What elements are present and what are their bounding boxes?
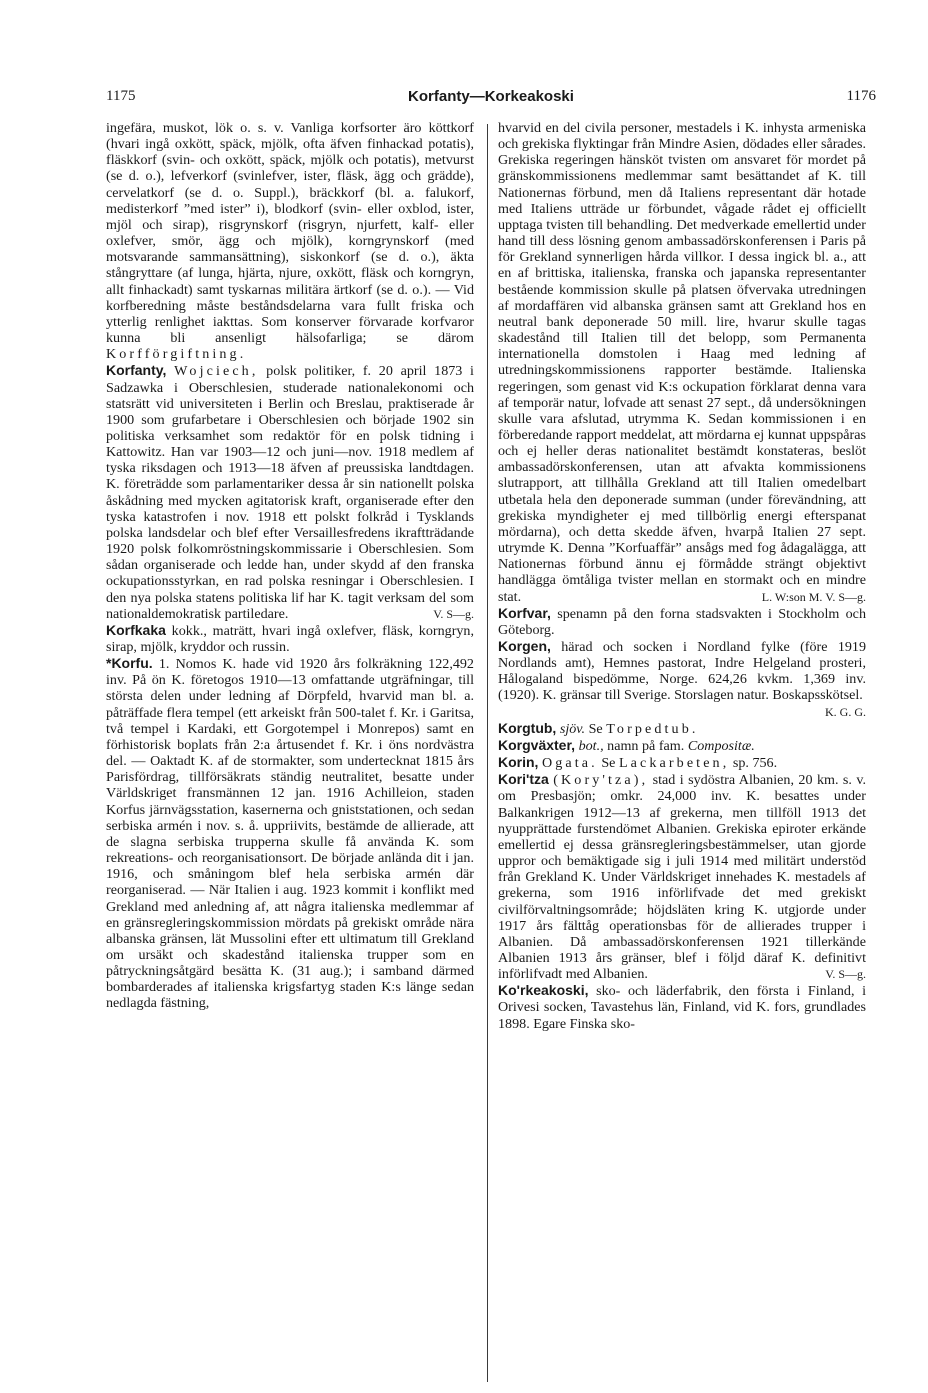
entry-text: ingefära, muskot, lök o. s. v. Vanliga korfsorter äro köttkorf (hvari ingå oxkött, späck, mjölk, ofta äfven finhackad potatis), fläskkorf (svin- och oxkött, späck, mjölk och potatis), metvurst (se d. o.), lefverkorf (svinlefver, ister, fläsk, ägg och grädde), cervelatkorf (se d. o. Suppl.), bräckkorf (bl. a. falukorf, medisterkorf ”med ister” i), blodkorf (svin- eller oxblod, ister, mjöl och sirap), risgrynskorf (risgryn, njurfett, kalf- eller oxlefver, smör, ägg och mjölk), korngrynskorf (med motsvarande sammansättning), siskonkorf (se d. o.), äkta stångryttare (af lunga, hjärta, njure, oxkött, fläsk och korngryn, allt finhackadt) samt tyskarnas militära ärtkorf (se d. o.). — Vid korfberedning måste beståndsdelarna vara fullt friska och ytterlig renlighet iakttas. Som konserver förvarade korfvaror kunna bli ansenligt hälsofarliga; se därom [106,120,474,347]
alternate-spelling: (Kory'tza), [553,772,649,789]
entry-text: stad i sydöstra Albanien, 20 km. s. v. om Presbasjön; omkr. 24,000 inv. K. besattes under Balkankrigen 1912—13 af grekerna, men tillföll 1913 det nyupprättade furstendömet Albanien. Grekiska epiroter erkände emellertid ej dessa gränsregleringsbestämmelser, utan gjorde uppror och bemäktigade sig i juli 1914 med militärt understöd från Grekland K. Under Världskriget innehades K. mestadels af grekerna, som 1916 införlifvade det med grekiskt civilförvaltningsområde; höjdsläten kring K. utgjorde under 1917 års fälttåg operationsbas för de allierades trupper i Albanien. Då ambassadörskonferensen 1921 tillerkände Albanien 1913 års gränser, blef i följd däraf K. definitivt införlifvadt med Albanien. [498,772,867,983]
entry-text: polsk politiker, f. 20 april 1873 i Sadzawka i Oberschlesien, studerade nationalekonomi och statsrätt vid universiteten i Berlin och Breslau, praktiserade år 1900 som grufarbetare i Oberschlesien och började 1902 sin politiska verksamhet som redaktör för en polsk tidning i Kattowitz. Han var 1903—12 och juni—nov. 1918 medlem af tyska riksdagen och 1913—18 äfven af preussiska landtdagen. K. företrädde som parlamentariker dessa år sin nationellt polska åskådning med mycken agitatorisk kraft, organiserade efter den tyska katastrofen i nov. 1918 ett polskt folkråd i Tysklands polska landsdelar och blef efter Versaillesfredens ikraftträdande 1920 polsk folkomröstningskommissarie i Oberschlesien. Som sådan organiserade och ledde han, under skydd af den franska ockupationsstyrkan, en rad polska resningar i Oberschlesien. I den nya polska statens politiska lif har K. tagit verksam del som nationaldemokratisk partiledare. [106,363,474,622]
entry-korv-continued [106,120,474,362]
author-signature: V. S—g. [825,967,866,982]
cross-reference: Korfförgiftning. [106,346,247,363]
headword: Korfkaka [106,621,166,638]
see-label: Se [601,755,616,772]
see-label: Se [588,720,603,737]
person-name: Wojciech, [174,363,259,380]
headword: Korgtub, [498,719,557,736]
entry-korkeakoski [498,982,866,1031]
headword: Korgen, [498,638,551,654]
right-column [498,120,866,1032]
page-number-left: 1175 [106,88,136,104]
entry-korgtub [498,720,866,737]
taxon-name: Compositæ. [687,737,755,754]
headword: Korfvar, [498,604,551,621]
headword: Ko'rkeakoski, [498,982,589,999]
entry-text: spenamn på den forna stadsvakten i Stockholm och Göteborg. [498,605,866,638]
subject-label: bot., [578,737,604,754]
page-number-right: 1176 [846,88,876,104]
author-signature: L. W:son M. V. S—g. [761,589,866,604]
entry-korfkaka [106,622,474,655]
entry-korfu [106,655,474,1011]
headword: Korin, [498,754,539,771]
page-header [106,88,876,112]
entry-korgen [498,638,866,720]
entry-koritza [498,771,866,982]
entry-korfanty [106,362,474,622]
entry-text: hvarvid en del civila personer, mestadels i K. inhysta armeniska och grekiska flyktingar från Mindre Asien, dödades eller sårades. Grekiska regeringen hänsköt tvisten om ansvaret för mordet på gränskommissionens medlemmar samt besättandet af K. till Nationernas förbund, men då Italiens representant där hotade med Italiens utträde ur förbundet, vågade rådet ej officiellt upptaga tvisten till behandling. Det medverkade emellertid under hand till dess lösning genom ambassadörskonferensen i Paris på för Grekland synnerligen hårda villkor. I dessa ingick bl. a., att en af brittiska, italienska, franska och japanska representanter bestående kommission skulle på platsen öfvervaka utredningen af mordaffären vid albanska gränsen samt att Grekland hos en neutral bank deponerade 50 mill. lire, hvarur skulle tagas skadestånd till Italien till det belopp, som Permanenta internationella domstolen i Haag med ledning af utredningskommissionens rapporter bestämde. Italienska regeringen, som genast vid K:s ockupation förklarat denna vara af temporär natur, lofvade att senast 27 sept., då undersökningen skulle vara afslutad, utrymma K. Sedan kommissionen i en förberedande rapport meddelat, att mördarna ej kunnat uppspåras och ej heller deras nationalitet bestämdt konstateras, beslöt ambassadörskonferensen, utan att afvakta kommissionens slutrapport, att tillhålla Grekland att till Italien omedelbart utbetala hela den deponerade summan (under förevändning, att grekiska myndigheter ej med tillbörlig energi efterspanat mördarna), och detta skedde äfven, hvarpå Italien 27 sept. utrymde K. Denna ”Korfuaffär” ansågs med fog ådagalägga, att Nationernas förbund ännu ej förmådde strängt objektivt handlägga ömtåliga tvister mellan en stormakt och en mindre stat. [498,120,866,605]
entry-text: 1. Nomos K. hade vid 1920 års folkräkning 122,492 inv. På ön K. företogos 1910—13 omfattande utgräfningar, till största delen under ledning af Dörpfeld, hvarvid man bl. a. påträffade flera tempel (ett arkeiskt från 500-talet f. Kr. i Garitsa, två tempel i Kardaki, ett Gorgotempel i Monrepos) samt en förhistorisk boplats från 2:a årtusendet f. Kr. i öns nordvästra del. — Oaktadt K. af de stormakter, som undertecknat 1815 års Parisfördrag, tillförsäkrats ständig neutralitet, besatte under Världskriget fransmännen 12 jan. 1916 Achilleion, staden Korfus järnvägsstation, kasernerna och gniststationen, och sedan serbiska armén i nov. s. å. uppriivits, bestämde de allierade, att de slagna serbiska trupperna skulle få använda K. som rekreations- och reorganisationsort. De började anlända dit i jan. 1916, och småningom blef hela serbiska armén där reorganiserad. — När Italien i aug. 1923 kommit i konflikt med Grekland med anledning af, att några italienska medlemmar af en gränsregleringskommission mördats på grekiskt område nära albanska gränsen, lät Mussolini efter ett ultimatum till Grekland om ursäkt och skadestånd italienska trupper som en påtryckningsåtgärd besätta K. (31 aug.); i samband därmed bombarderades af italienska krigsfartyg staden K:s länge sedan nedlagda fästning, [106,656,474,1012]
author-signature: K. G. G. [825,704,866,719]
cross-reference: Lackarbeten, [618,755,730,772]
column-divider [487,124,488,1382]
headword: *Korfu. [106,655,153,672]
entry-korgvaxter [498,737,866,754]
cross-reference: Torpedtub. [606,720,699,737]
headword: Kori'tza [498,771,549,788]
headword: Korgväxter, [498,736,576,753]
entry-korfvar [498,605,866,638]
entry-korin [498,754,866,771]
left-column [106,120,474,1012]
page-reference: sp. 756. [732,755,778,772]
entry-korfu-continued [498,120,866,605]
person-name: Ogata. [541,755,598,772]
entry-text: härad och socken i Nordland fylke (före 1919 Nordlands amt), Hemnes pastorat, Indre Helgeland prosteri, Hålogaland bispedömme, Norge. 624,26 kvkm. 1,369 inv. (1920). K. gränsar till Sverige. Storslagen natur. Boskapsskötsel. [498,639,867,704]
subject-label: sjöv. [559,720,586,737]
running-title: Korfanty—Korkeakoski [408,88,574,105]
headword: Korfanty, [106,362,167,379]
author-signature: V. S—g. [433,606,474,621]
entry-text: sko- och läderfabrik, den första i Finland, i Orivesi socken, Tavastehus län, Finland, vid K. fors, grundlades 1898. Egare Finska sko- [498,983,866,1032]
entry-text: namn på fam. [607,737,685,754]
entry-text: kokk., maträtt, hvari ingå oxlefver, fläsk, korngryn, sirap, mjölk, kryddor och russin. [106,622,475,655]
